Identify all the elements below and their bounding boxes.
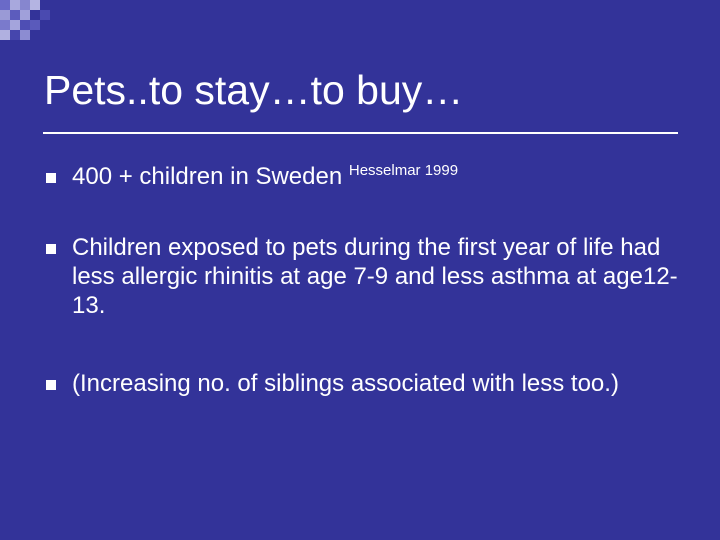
bullet-main-text: 400 + children in Sweden bbox=[72, 163, 343, 190]
bullet-text: (Increasing no. of siblings associated with less too.) bbox=[72, 370, 619, 397]
citation-superscript: Hesselmar 1999 bbox=[348, 162, 459, 179]
square-bullet-icon bbox=[46, 380, 56, 390]
slide-title: Pets..to stay…to buy… bbox=[44, 67, 464, 113]
corner-checker-decoration bbox=[0, 0, 60, 50]
square-bullet-icon bbox=[46, 244, 56, 254]
title-divider bbox=[43, 132, 678, 134]
bullet-text bbox=[72, 162, 682, 191]
square-bullet-icon bbox=[46, 173, 56, 183]
bullet-text: Children exposed to pets during the first year of life had less allergic rhinitis at age 7-9 and less asthma at age12-13. bbox=[72, 234, 678, 319]
